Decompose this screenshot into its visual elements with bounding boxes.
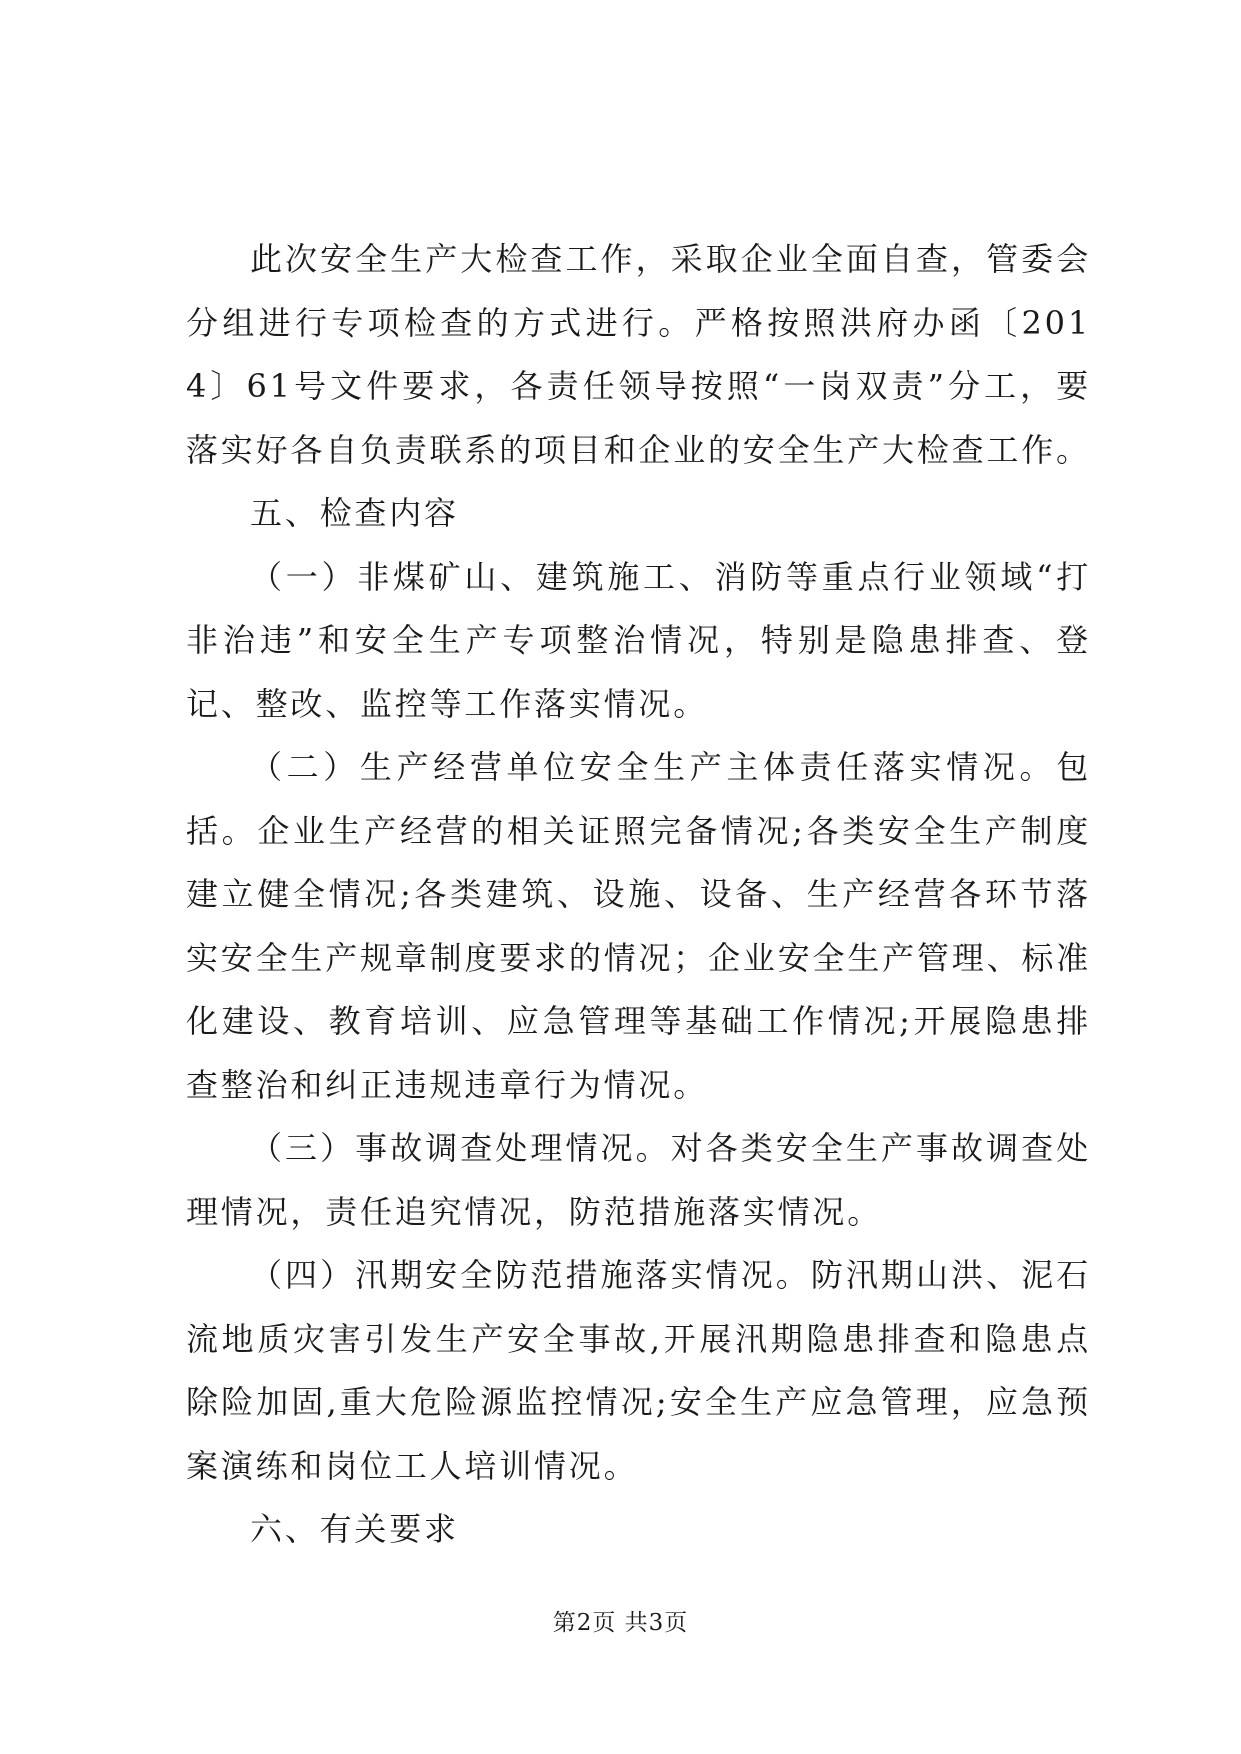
paragraph-item-4: （四）汛期安全防范措施落实情况。防汛期山洪、泥石流地质灾害引发生产安全事故,开展汛期隐患排查和隐患点除险加固,重大危险源监控情况;安全生产应急管理，应急预案演练和岗位工人培训情况。 <box>186 1256 1091 1485</box>
heading-inspection-content: 五、检查内容 <box>250 494 459 532</box>
paragraph-item-3: （三）事故调查处理情况。对各类安全生产事故调查处理情况，责任追究情况，防范措施落实情况。 <box>186 1129 1091 1231</box>
paragraph-item-2: （二）生产经营单位安全生产主体责任落实情况。包括。企业生产经营的相关证照完备情况;各类安全生产制度建立健全情况;各类建筑、设施、设备、生产经营各环节落实安全生产规章制度要求的情况；企业安全生产管理、标准化建设、教育培训、应急管理等基础工作情况;开展隐患排查整治和纠正违规违章行为情况。 <box>186 748 1091 1104</box>
paragraph-item-1: （一）非煤矿山、建筑施工、消防等重点行业领域“打非治违”和安全生产专项整治情况，特别是隐患排查、登记、整改、监控等工作落实情况。 <box>186 557 1091 723</box>
heading-requirements: 六、有关要求 <box>250 1510 459 1548</box>
paragraph-inspection-method: 此次安全生产大检查工作，采取企业全面自查，管委会分组进行专项检查的方式进行。严格按照洪府办函〔2014〕61号文件要求，各责任领导按照“一岗双责”分工，要落实好各自负责联系的项目和企业的安全生产大检查工作。 <box>186 240 1091 469</box>
document-body <box>186 228 1091 1562</box>
page-number-footer: 第2页 共3页 <box>552 1610 689 1636</box>
